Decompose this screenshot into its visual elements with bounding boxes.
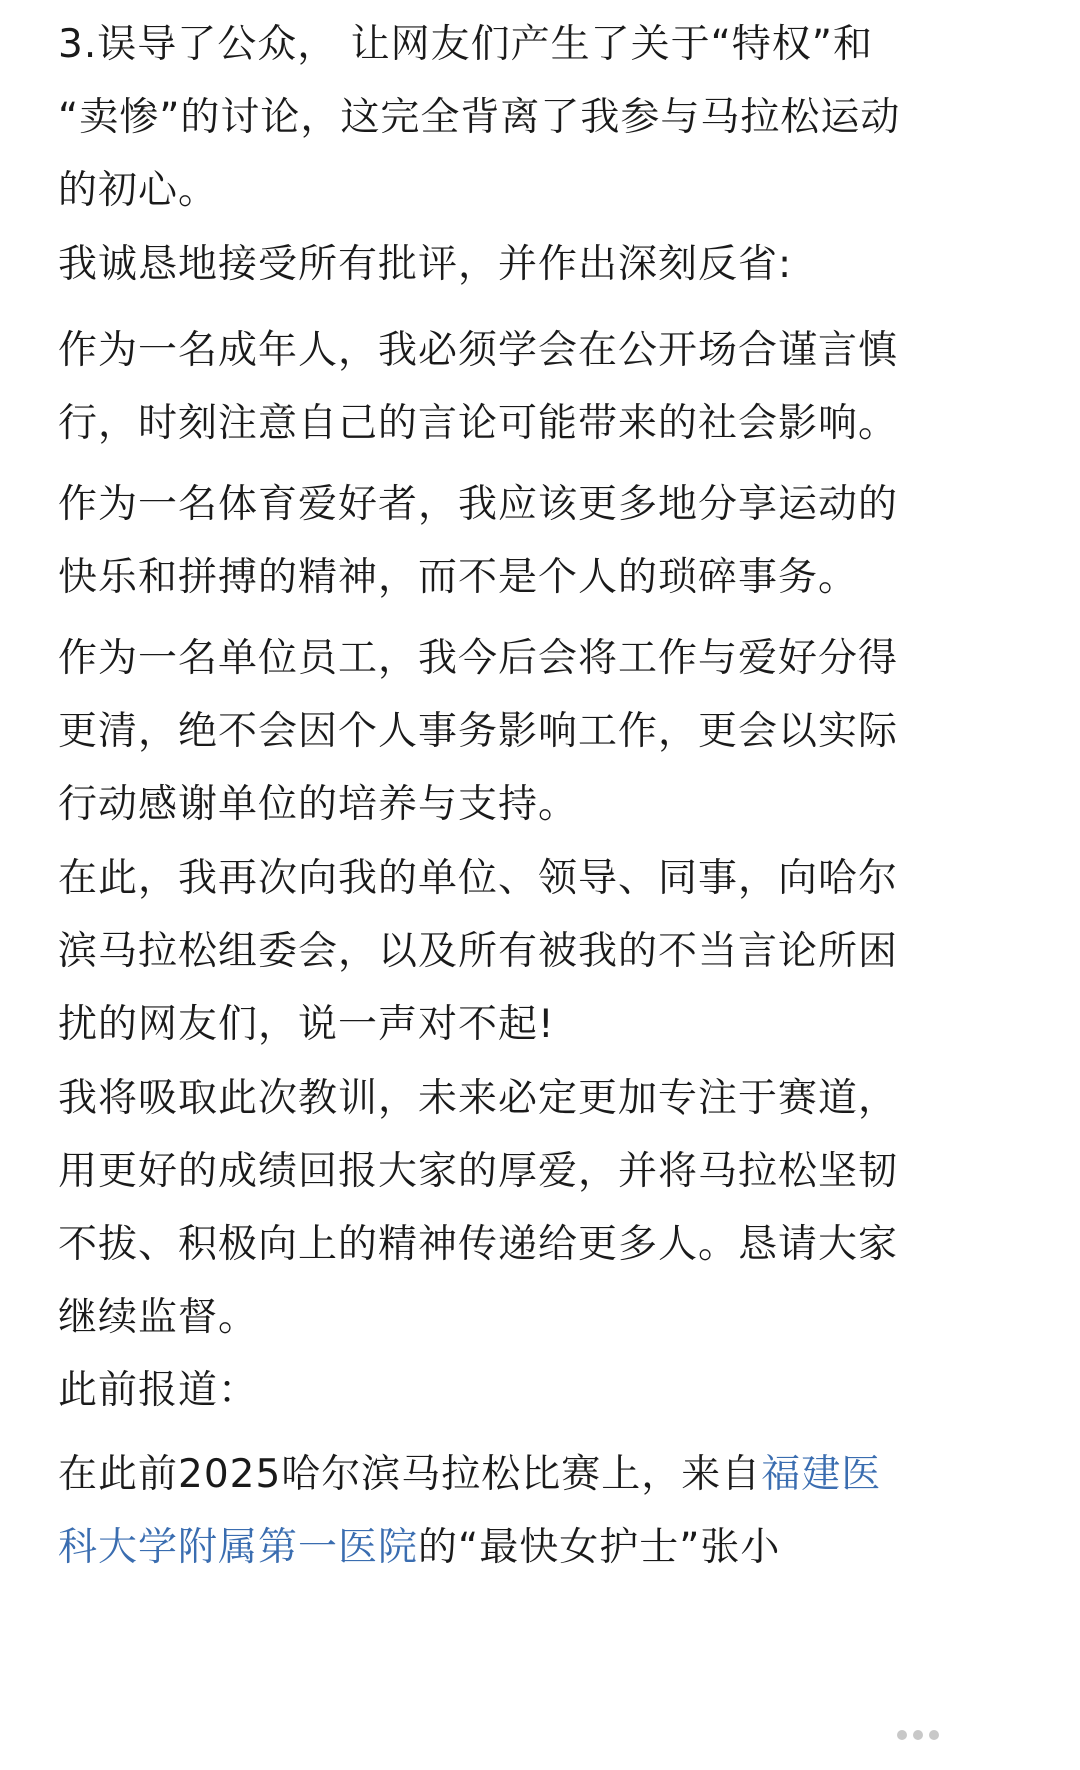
text-line: 3.误导了公众， 让网友们产生了关于“特权”和 [58, 22, 874, 67]
text-line [58, 1511, 1018, 1584]
text-line: 更清，绝不会因个人事务影响工作，更会以实际 [58, 709, 899, 754]
hospital-link[interactable]: 科大学附属第一医院 [58, 1525, 419, 1570]
paragraph-apology [58, 842, 1018, 1061]
paragraph-as-employee [58, 622, 1018, 841]
text-line: 滨马拉松组委会，以及所有被我的不当言论所困 [58, 929, 899, 974]
paragraph-previous-report-heading [58, 1354, 1018, 1427]
text-line: 行，时刻注意自己的言论可能带来的社会影响。 [58, 401, 899, 446]
text-line: 用更好的成绩回报大家的厚爱，并将马拉松坚韧 [58, 1149, 899, 1194]
text-line: 行动感谢单位的培养与支持。 [58, 782, 579, 827]
text-line: 作为一名成年人，我必须学会在公开场合谨言慎 [58, 328, 899, 373]
paragraph-misleading-public [58, 8, 1018, 227]
text-line: 扰的网友们，说一声对不起! [58, 1002, 555, 1047]
text-line: 不拔、积极向上的精神传递给更多人。恳请大家 [58, 1222, 899, 1267]
text-line: 作为一名单位员工，我今后会将工作与爱好分得 [58, 636, 899, 681]
paragraph-as-sports-fan [58, 468, 1018, 614]
paragraph-as-adult [58, 314, 1018, 460]
text-line: 作为一名体育爱好者，我应该更多地分享运动的 [58, 482, 899, 527]
text-line [58, 1438, 1018, 1511]
text-line: 继续监督。 [58, 1295, 259, 1340]
text-line: 快乐和拼搏的精神，而不是个人的琐碎事务。 [58, 555, 859, 600]
text-line: 我诚恳地接受所有批评，并作出深刻反省: [58, 242, 793, 287]
dot-icon [913, 1730, 923, 1740]
article-body [58, 0, 1018, 1770]
paragraph-accept-criticism [58, 228, 1018, 301]
text-line: 在此，我再次向我的单位、领导、同事，向哈尔 [58, 856, 899, 901]
text-segment: 在此前2025哈尔滨马拉松比赛上，来自 [58, 1452, 762, 1497]
watermark-overlay [858, 1706, 978, 1764]
dot-icon [929, 1730, 939, 1740]
paragraph-lessons [58, 1062, 1018, 1354]
paragraph-previous-report [58, 1438, 1018, 1584]
text-line: 我将吸取此次教训，未来必定更加专注于赛道， [58, 1076, 899, 1121]
text-segment: 的“最快女护士”张小 [418, 1525, 781, 1570]
hospital-link[interactable]: 福建医 [761, 1452, 882, 1497]
text-line: 的初心。 [58, 168, 219, 213]
text-line: 此前报道： [58, 1368, 259, 1413]
text-line: “卖惨”的讨论，这完全背离了我参与马拉松运动 [58, 95, 901, 140]
dot-icon [897, 1730, 907, 1740]
